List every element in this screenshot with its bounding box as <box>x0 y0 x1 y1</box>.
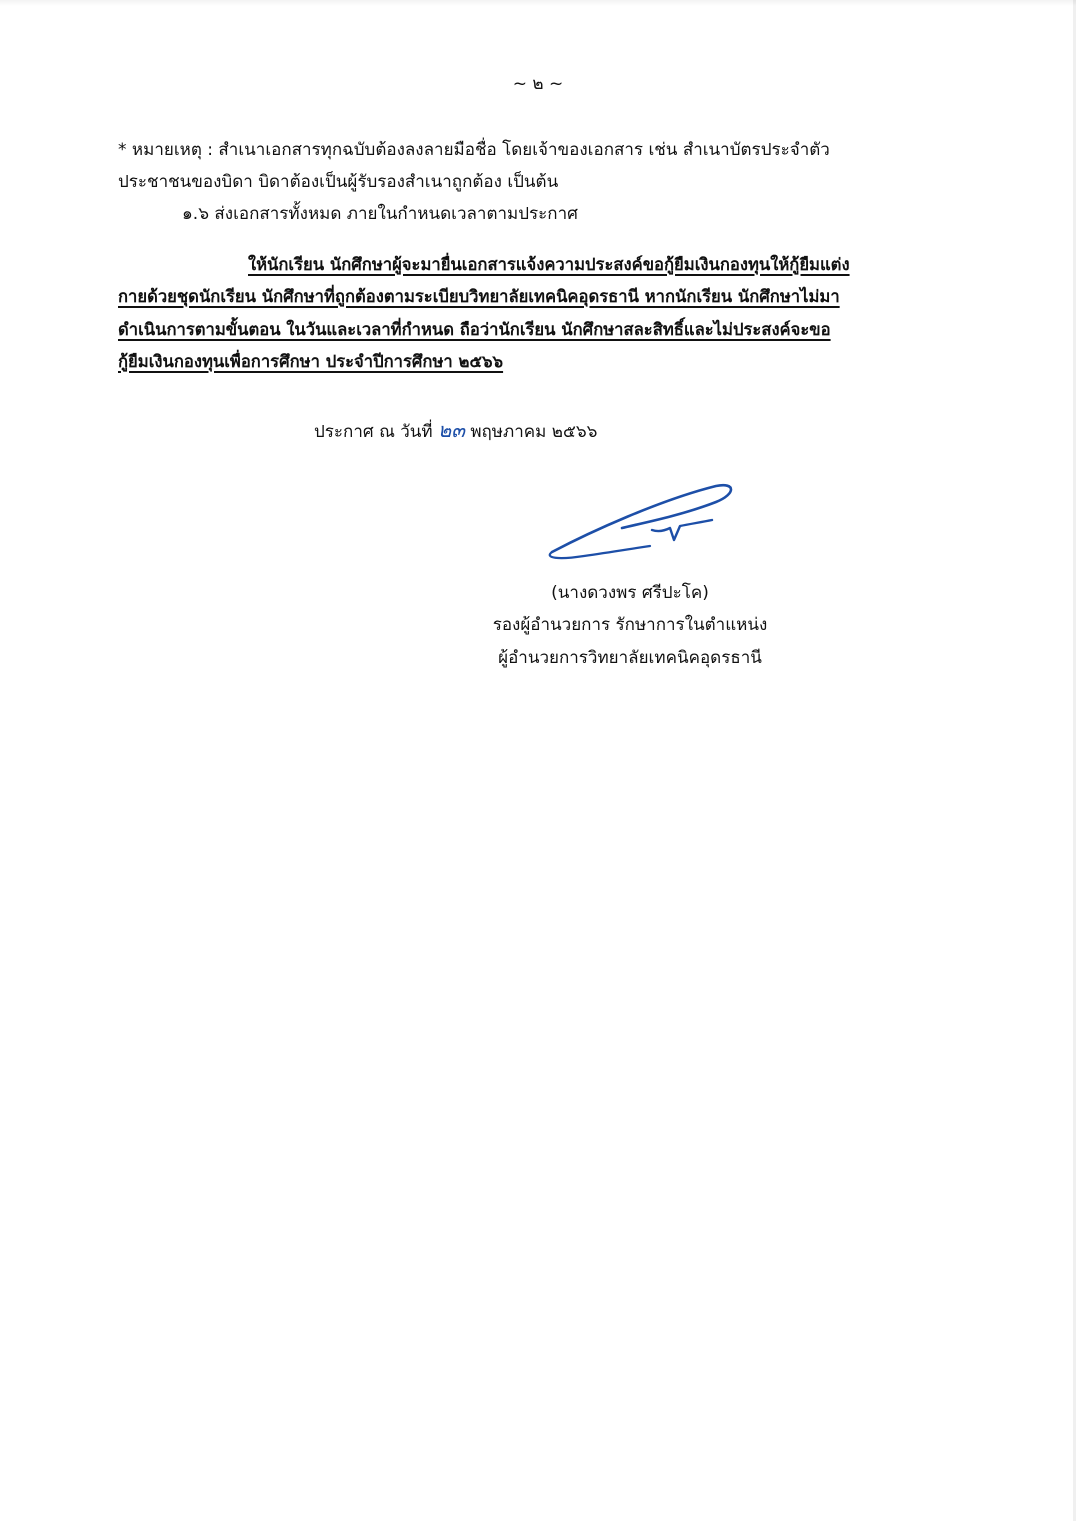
notice-line-3: ดำเนินการตามขั้นตอน ในวันและเวลาที่กำหนด ถือว่านักเรียน นักศึกษาสละสิทธิ์และไม่ประสงค์จะขอ <box>118 320 831 339</box>
signature-image <box>540 474 740 574</box>
signatory-title-2: ผู้อำนวยการวิทยาลัยเทคนิคอุดรธานี <box>498 648 762 668</box>
notice-line-2: กายด้วยชุดนักเรียน นักศึกษาที่ถูกต้องตามระเบียบวิทยาลัยเทคนิคอุดรธานี หากนักเรียน นักศึกษาไม่มา <box>118 287 840 306</box>
notice-line-1: ให้นักเรียน นักศึกษาผู้จะมายื่นเอกสารแจ้งความประสงค์ขอกู้ยืมเงินกองทุนให้กู้ยืมแต่ง <box>248 255 850 274</box>
notice-line-4: กู้ยืมเงินกองทุนเพื่อการศึกษา ประจำปีการศึกษา ๒๕๖๖ <box>118 352 504 371</box>
signatory-name: (นางดวงพร ศรีปะโค) <box>551 583 709 603</box>
announcement-month-year: พฤษภาคม ๒๕๖๖ <box>470 422 598 442</box>
signatory-title-1: รองผู้อำนวยการ รักษาการในตำแหน่ง <box>492 615 768 635</box>
note-line-1: * หมายเหตุ : สำเนาเอกสารทุกฉบับต้องลงลายมือชื่อ โดยเจ้าของเอกสาร เช่น สำเนาบัตรประจำตัว <box>118 140 830 160</box>
announcement-prefix: ประกาศ ณ วันที่ <box>314 422 433 442</box>
note-line-2: ประชาชนของบิดา บิดาต้องเป็นผู้รับรองสำเนาถูกต้อง เป็นต้น <box>118 172 559 192</box>
page-number: ~ ๒ ~ <box>512 74 564 94</box>
announcement-date <box>314 418 597 444</box>
item-1-6: ๑.๖ ส่งเอกสารทั้งหมด ภายในกำหนดเวลาตามประกาศ <box>182 204 578 224</box>
announcement-day: ๒๓ <box>438 418 465 442</box>
scan-edge-top <box>0 0 1076 6</box>
